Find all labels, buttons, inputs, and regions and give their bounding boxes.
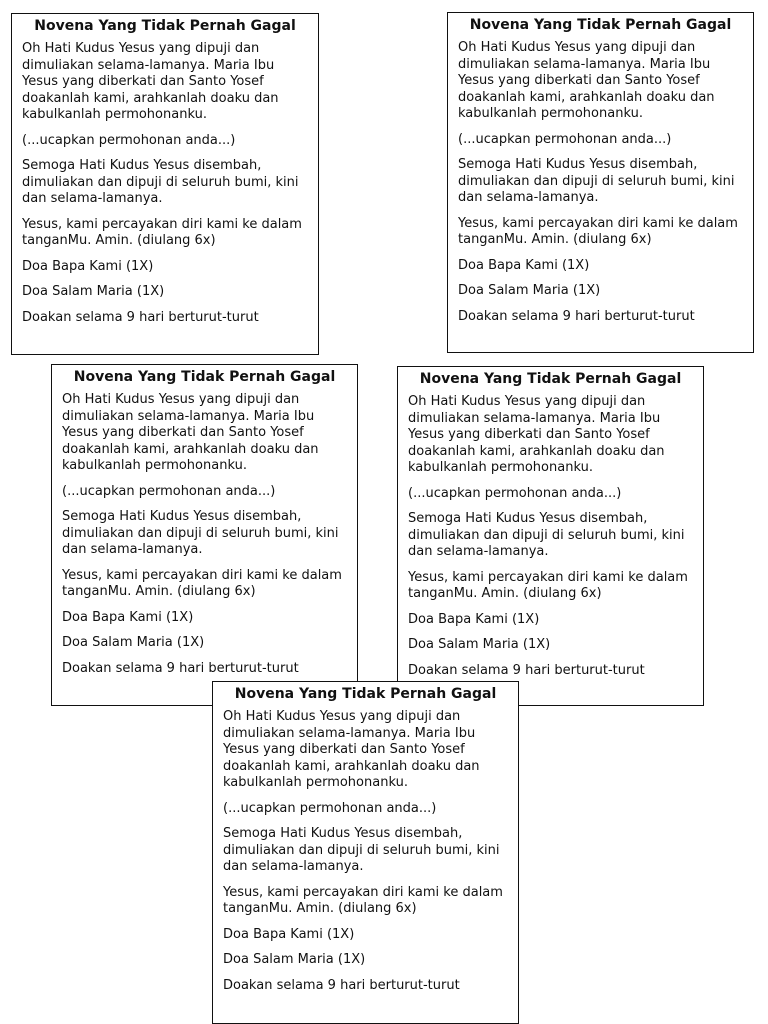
prayer-paragraph: Semoga Hati Kudus Yesus disembah, dimuliakan dan dipuji di seluruh bumi, kini dan selama-lamanya. bbox=[408, 511, 685, 559]
card-body bbox=[448, 34, 753, 325]
instruction-line: Doa Bapa Kami (1X) bbox=[22, 258, 154, 274]
card-title: Novena Yang Tidak Pernah Gagal bbox=[234, 686, 497, 702]
novena-card bbox=[11, 13, 319, 355]
card-body bbox=[12, 35, 318, 326]
prayer-paragraph: Semoga Hati Kudus Yesus disembah, dimuliakan dan dipuji di seluruh bumi, kini dan selama-lamanya. bbox=[223, 826, 500, 874]
instruction-line: Doa Salam Maria (1X) bbox=[223, 952, 366, 967]
prayer-paragraph: Oh Hati Kudus Yesus yang dipuji dan dimuliakan selama-lamanya. Maria Ibu Yesus yang diberkati dan Santo Yosef doakanlah kami, arahkanlah doaku dan kabulkanlah permohonanku. bbox=[223, 709, 480, 790]
instruction-line: Doakan selama 9 hari berturut-turut bbox=[408, 662, 645, 678]
prayer-paragraph: Oh Hati Kudus Yesus yang dipuji dan dimuliakan selama-lamanya. Maria Ibu Yesus yang diberkati dan Santo Yosef doakanlah kami, arahkanlah doaku dan kabulkanlah permohonanku. bbox=[62, 392, 319, 473]
card-title: Novena Yang Tidak Pernah Gagal bbox=[419, 371, 682, 387]
instruction-line: Doa Bapa Kami (1X) bbox=[62, 609, 194, 625]
instruction-line: Doakan selama 9 hari berturut-turut bbox=[458, 308, 695, 324]
instruction-line: Doa Salam Maria (1X) bbox=[408, 637, 551, 652]
instruction-line: Doa Bapa Kami (1X) bbox=[223, 926, 355, 942]
instruction-line: Doa Salam Maria (1X) bbox=[62, 635, 205, 650]
novena-card bbox=[397, 366, 704, 706]
instruction-line: Doa Salam Maria (1X) bbox=[458, 283, 601, 298]
prayer-paragraph: Semoga Hati Kudus Yesus disembah, dimuliakan dan dipuji di seluruh bumi, kini dan selama-lamanya. bbox=[22, 158, 299, 206]
petition-line: (...ucapkan permohonan anda...) bbox=[22, 132, 236, 148]
prayer-paragraph: Yesus, kami percayakan diri kami ke dalam tanganMu. Amin. (diulang 6x) bbox=[458, 215, 738, 247]
card-body bbox=[398, 388, 703, 679]
petition-line: (...ucapkan permohonan anda...) bbox=[408, 485, 622, 501]
prayer-paragraph: Oh Hati Kudus Yesus yang dipuji dan dimuliakan selama-lamanya. Maria Ibu Yesus yang diberkati dan Santo Yosef doakanlah kami, arahkanlah doaku dan kabulkanlah permohonanku. bbox=[458, 40, 715, 121]
prayer-paragraph: Oh Hati Kudus Yesus yang dipuji dan dimuliakan selama-lamanya. Maria Ibu Yesus yang diberkati dan Santo Yosef doakanlah kami, arahkanlah doaku dan kabulkanlah permohonanku. bbox=[408, 394, 665, 475]
prayer-paragraph: Yesus, kami percayakan diri kami ke dalam tanganMu. Amin. (diulang 6x) bbox=[22, 216, 302, 248]
novena-card bbox=[212, 681, 519, 1024]
novena-card bbox=[51, 364, 358, 706]
instruction-line: Doa Bapa Kami (1X) bbox=[408, 611, 540, 627]
petition-line: (...ucapkan permohonan anda...) bbox=[62, 483, 276, 499]
card-body bbox=[52, 386, 357, 677]
petition-line: (...ucapkan permohonan anda...) bbox=[458, 131, 672, 147]
prayer-paragraph: Semoga Hati Kudus Yesus disembah, dimuliakan dan dipuji di seluruh bumi, kini dan selama-lamanya. bbox=[458, 157, 735, 205]
instruction-line: Doakan selama 9 hari berturut-turut bbox=[223, 977, 460, 993]
card-title: Novena Yang Tidak Pernah Gagal bbox=[469, 17, 732, 33]
instruction-line: Doakan selama 9 hari berturut-turut bbox=[62, 660, 299, 676]
petition-line: (...ucapkan permohonan anda...) bbox=[223, 800, 437, 816]
card-title: Novena Yang Tidak Pernah Gagal bbox=[73, 369, 336, 385]
instruction-line: Doa Bapa Kami (1X) bbox=[458, 257, 590, 273]
prayer-paragraph: Yesus, kami percayakan diri kami ke dalam tanganMu. Amin. (diulang 6x) bbox=[408, 569, 688, 601]
prayer-paragraph: Semoga Hati Kudus Yesus disembah, dimuliakan dan dipuji di seluruh bumi, kini dan selama-lamanya. bbox=[62, 509, 339, 557]
card-body bbox=[213, 703, 518, 994]
prayer-paragraph: Yesus, kami percayakan diri kami ke dalam tanganMu. Amin. (diulang 6x) bbox=[62, 567, 342, 599]
prayer-paragraph: Yesus, kami percayakan diri kami ke dalam tanganMu. Amin. (diulang 6x) bbox=[223, 884, 503, 916]
card-title: Novena Yang Tidak Pernah Gagal bbox=[34, 18, 296, 34]
instruction-line: Doa Salam Maria (1X) bbox=[22, 284, 165, 299]
novena-card bbox=[447, 12, 754, 353]
prayer-paragraph: Oh Hati Kudus Yesus yang dipuji dan dimuliakan selama-lamanya. Maria Ibu Yesus yang diberkati dan Santo Yosef doakanlah kami, arahkanlah doaku dan kabulkanlah permohonanku. bbox=[22, 41, 279, 122]
instruction-line: Doakan selama 9 hari berturut-turut bbox=[22, 309, 259, 325]
